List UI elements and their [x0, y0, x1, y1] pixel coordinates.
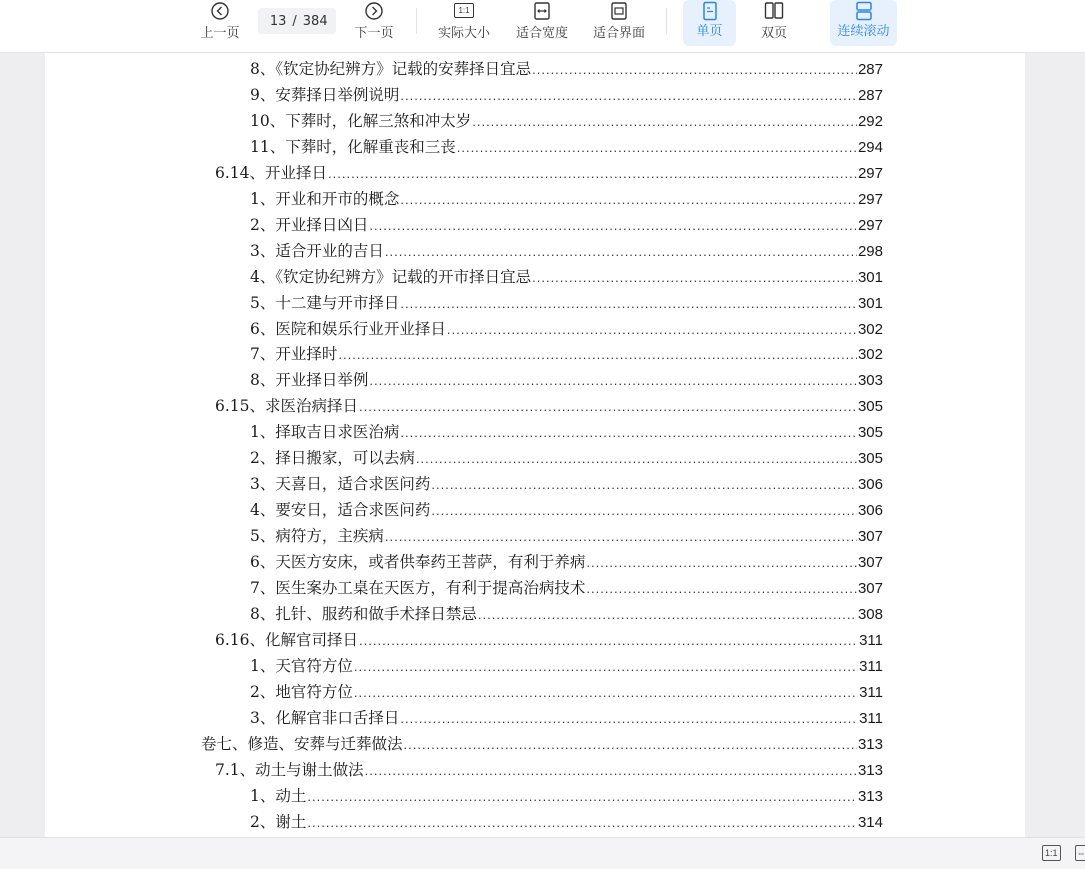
next-page-button[interactable]: [350, 0, 398, 48]
toc-entry[interactable]: [250, 342, 883, 366]
toc-entry-title: 7、医生案办工桌在天医方，有利于提高治病技术: [250, 579, 586, 597]
toc-entry[interactable]: [250, 420, 883, 444]
vertical-scrollbar[interactable]: [1077, 53, 1085, 837]
toc-entry-page: 313: [857, 735, 883, 753]
toc-entry-title: 10、下葬时，化解三煞和冲太岁: [250, 111, 472, 130]
toc-entry[interactable]: [215, 628, 883, 652]
toc-entry[interactable]: [250, 187, 883, 211]
toc-entry-title: 8、《钦定协纪辨方》记载的安葬择日宜忌: [250, 60, 532, 78]
toc-entry-page: 311: [859, 631, 883, 649]
toc-entry[interactable]: [215, 161, 883, 185]
toc-entry-page: 307: [857, 554, 883, 572]
fit-width-icon[interactable]: ⇔: [1075, 845, 1085, 861]
double-page-label: 双页: [760, 26, 787, 41]
toc-entry-title: 2、地官符方位: [250, 682, 353, 701]
toc-entry-page: 302: [857, 320, 883, 338]
toc-leader-dots: [431, 499, 857, 523]
toc-entry-page: 313: [857, 787, 883, 805]
toc-entry[interactable]: [250, 472, 883, 496]
toc-entry[interactable]: [250, 654, 883, 678]
toc-leader-dots: [478, 603, 857, 627]
toc-entry-page: 297: [857, 216, 883, 234]
current-page-input[interactable]: [266, 14, 286, 29]
toc-leader-dots: [400, 292, 857, 316]
prev-page-button[interactable]: [196, 0, 244, 48]
toc-entry[interactable]: [250, 446, 883, 470]
toc-entry-page: 311: [859, 657, 883, 675]
toc-entry-page: 306: [857, 502, 883, 520]
toc-leader-dots: [586, 551, 857, 575]
toc-leader-dots: [385, 240, 857, 264]
toc-leader-dots: [359, 395, 857, 419]
document-viewport[interactable]: [0, 53, 1085, 837]
toc-entry-title: 6、天医方安床，或者供奉药王菩萨，有利于养病: [250, 553, 586, 572]
toc-entry-title: 8、开业择日举例: [250, 371, 369, 390]
toc-entry[interactable]: [215, 394, 883, 418]
toc-entry[interactable]: [250, 83, 883, 107]
toc-leader-dots: [532, 58, 857, 82]
fit-width-button[interactable]: [511, 0, 573, 48]
toc-entry-page: 298: [857, 242, 883, 260]
toc-entry-title: 卷七、修造、安葬与迁葬做法: [201, 734, 403, 753]
actual-size-label: 实际大小: [437, 26, 490, 41]
toc-entry[interactable]: [215, 758, 883, 782]
toc-entry-page: 301: [857, 294, 883, 312]
toc-entry-title: 2、择日搬家，可以去病: [250, 449, 415, 468]
toc-leader-dots: [338, 343, 857, 367]
fit-width-label: 适合宽度: [515, 26, 568, 41]
page-indicator: [258, 8, 336, 34]
toc-entry[interactable]: [250, 524, 883, 548]
toc-entry-title: 8、扎针、服药和做手术择日禁忌: [250, 604, 477, 623]
toc-entry[interactable]: [250, 317, 883, 341]
toc-entry[interactable]: [250, 368, 883, 392]
continuous-scroll-icon: [854, 1, 874, 25]
toc-entry[interactable]: [250, 135, 883, 159]
toc-entry-page: 314: [857, 813, 883, 831]
toc-entry-page: 301: [857, 268, 883, 286]
actual-size-icon[interactable]: 1:1: [1042, 845, 1061, 861]
toc-entry[interactable]: [250, 706, 883, 730]
single-page-button[interactable]: [683, 0, 736, 46]
toc-leader-dots: [354, 655, 858, 679]
toc-entry-page: 294: [857, 138, 883, 156]
toc-leader-dots: [447, 318, 857, 342]
prev-page-label: 上一页: [200, 26, 240, 41]
status-bar: [0, 837, 1085, 869]
toc-entry[interactable]: [250, 680, 883, 704]
toc-entry-page: 305: [857, 424, 883, 442]
toc-entry[interactable]: [250, 265, 883, 289]
toc-entry-page: 302: [857, 346, 883, 364]
chevron-right-icon: [364, 1, 384, 25]
fit-width-icon: [532, 1, 552, 25]
toc-entry[interactable]: [250, 57, 883, 81]
toc-leader-dots: [369, 369, 857, 393]
single-page-icon: [700, 1, 720, 25]
toc-leader-dots: [532, 266, 857, 290]
actual-size-button[interactable]: [434, 0, 494, 48]
toc-entry[interactable]: [250, 109, 883, 133]
toc-entry-page: 308: [857, 605, 883, 623]
toc-entry-title: 5、病符方，主疾病: [250, 527, 384, 546]
toc-leader-dots: [307, 785, 857, 809]
toc-entry-page: 297: [857, 164, 883, 182]
toolbar-divider: [666, 8, 667, 34]
toc-entry-title: 3、天喜日，适合求医问药: [250, 475, 431, 494]
toc-entry-page: 307: [857, 528, 883, 546]
toc-entry[interactable]: [250, 239, 883, 263]
toc-entry-page: 311: [859, 683, 883, 701]
toc-entry-title: 11、下葬时，化解重丧和三丧: [250, 137, 456, 156]
toc-leader-dots: [354, 681, 858, 705]
toc-entry-title: 5、十二建与开市择日: [250, 293, 400, 312]
document-page: [45, 53, 1025, 837]
toc-entry[interactable]: [201, 732, 883, 756]
toc-leader-dots: [416, 447, 857, 471]
next-page-label: 下一页: [354, 26, 394, 41]
single-page-label: 单页: [696, 24, 723, 39]
toc-entry-page: 306: [857, 476, 883, 494]
toc-entry-page: 292: [857, 112, 883, 130]
toc-entry-title: 1、天官符方位: [250, 656, 353, 675]
toc-entry-title: 9、安葬择日举例说明: [250, 85, 400, 104]
toc-entry-title: 6.14、开业择日: [215, 163, 328, 182]
toc-entry-page: 305: [857, 450, 883, 468]
toc-entry-title: 1、动土: [250, 786, 307, 805]
toc-entry-title: 6.16、化解官司择日: [215, 630, 359, 649]
toc-entry-title: 1、开业和开市的概念: [250, 189, 400, 208]
toc-entry[interactable]: [250, 213, 883, 237]
fit-page-button[interactable]: [588, 0, 650, 48]
toc-entry[interactable]: [250, 810, 883, 834]
toc-entry-title: 7、开业择时: [250, 345, 338, 364]
actual-size-icon: 1:1: [454, 2, 474, 18]
toc-entry-title: 3、化解官非口舌择日: [250, 708, 400, 727]
toc-entry[interactable]: [250, 291, 883, 315]
toolbar-divider: [416, 8, 417, 34]
toc-leader-dots: [385, 525, 857, 549]
toc-leader-dots: [400, 421, 857, 445]
toc-entry-page: 297: [857, 190, 883, 208]
double-page-icon: [764, 1, 784, 25]
toc-entry-title: 6.15、求医治病择日: [215, 397, 359, 416]
toc-entry[interactable]: [250, 576, 883, 600]
page-separator: /: [292, 13, 297, 29]
toc-leader-dots: [369, 214, 857, 238]
toc-entry-title: 3、适合开业的吉日: [250, 241, 384, 260]
double-page-button[interactable]: [750, 0, 798, 48]
toc-leader-dots: [359, 629, 858, 653]
toc-leader-dots: [457, 136, 857, 160]
total-pages: 384: [302, 13, 328, 29]
toc-leader-dots: [404, 733, 857, 757]
toc-leader-dots: [307, 811, 857, 835]
toc-leader-dots: [328, 162, 857, 186]
toc-entry-title: 4、要安日，适合求医问药: [250, 501, 431, 520]
continuous-scroll-button[interactable]: [830, 0, 897, 46]
fit-page-icon: [609, 1, 629, 25]
toc-leader-dots: [586, 577, 857, 601]
toc-entry[interactable]: [250, 498, 883, 522]
toc-entry-page: 303: [857, 372, 883, 390]
toc-entry-title: 4、《钦定协纪辨方》记载的开市择日宜忌: [250, 267, 532, 286]
toc-leader-dots: [400, 188, 857, 212]
toc-leader-dots: [472, 110, 857, 134]
toc-entry-title: 2、谢土: [250, 812, 307, 831]
toc-entry-page: 313: [857, 761, 883, 779]
toc-entry-title: 1、择取吉日求医治病: [250, 423, 400, 442]
toc-entry-page: 287: [857, 86, 883, 104]
chevron-left-icon: [210, 1, 230, 25]
toc-entry-title: 2、开业择日凶日: [250, 215, 369, 234]
toc-leader-dots: [400, 707, 858, 731]
continuous-scroll-label: 连续滚动: [837, 24, 890, 39]
toc-entry[interactable]: [250, 550, 883, 574]
toolbar: [0, 0, 1085, 53]
toc-entry-title: 7.1、动土与谢土做法: [215, 760, 364, 779]
toc-entry-title: 6、医院和娱乐行业开业择日: [250, 319, 446, 338]
toc-entry-page: 287: [857, 61, 883, 78]
toc-entry-page: 311: [859, 709, 883, 727]
toc-entry[interactable]: [250, 602, 883, 626]
toc-entry[interactable]: [250, 784, 883, 808]
toc-leader-dots: [431, 473, 857, 497]
toc-entry-page: 307: [857, 580, 883, 597]
toc-entry-page: 305: [857, 398, 883, 416]
toc-leader-dots: [365, 759, 857, 783]
fit-page-label: 适合界面: [592, 26, 645, 41]
toc-leader-dots: [400, 84, 857, 108]
